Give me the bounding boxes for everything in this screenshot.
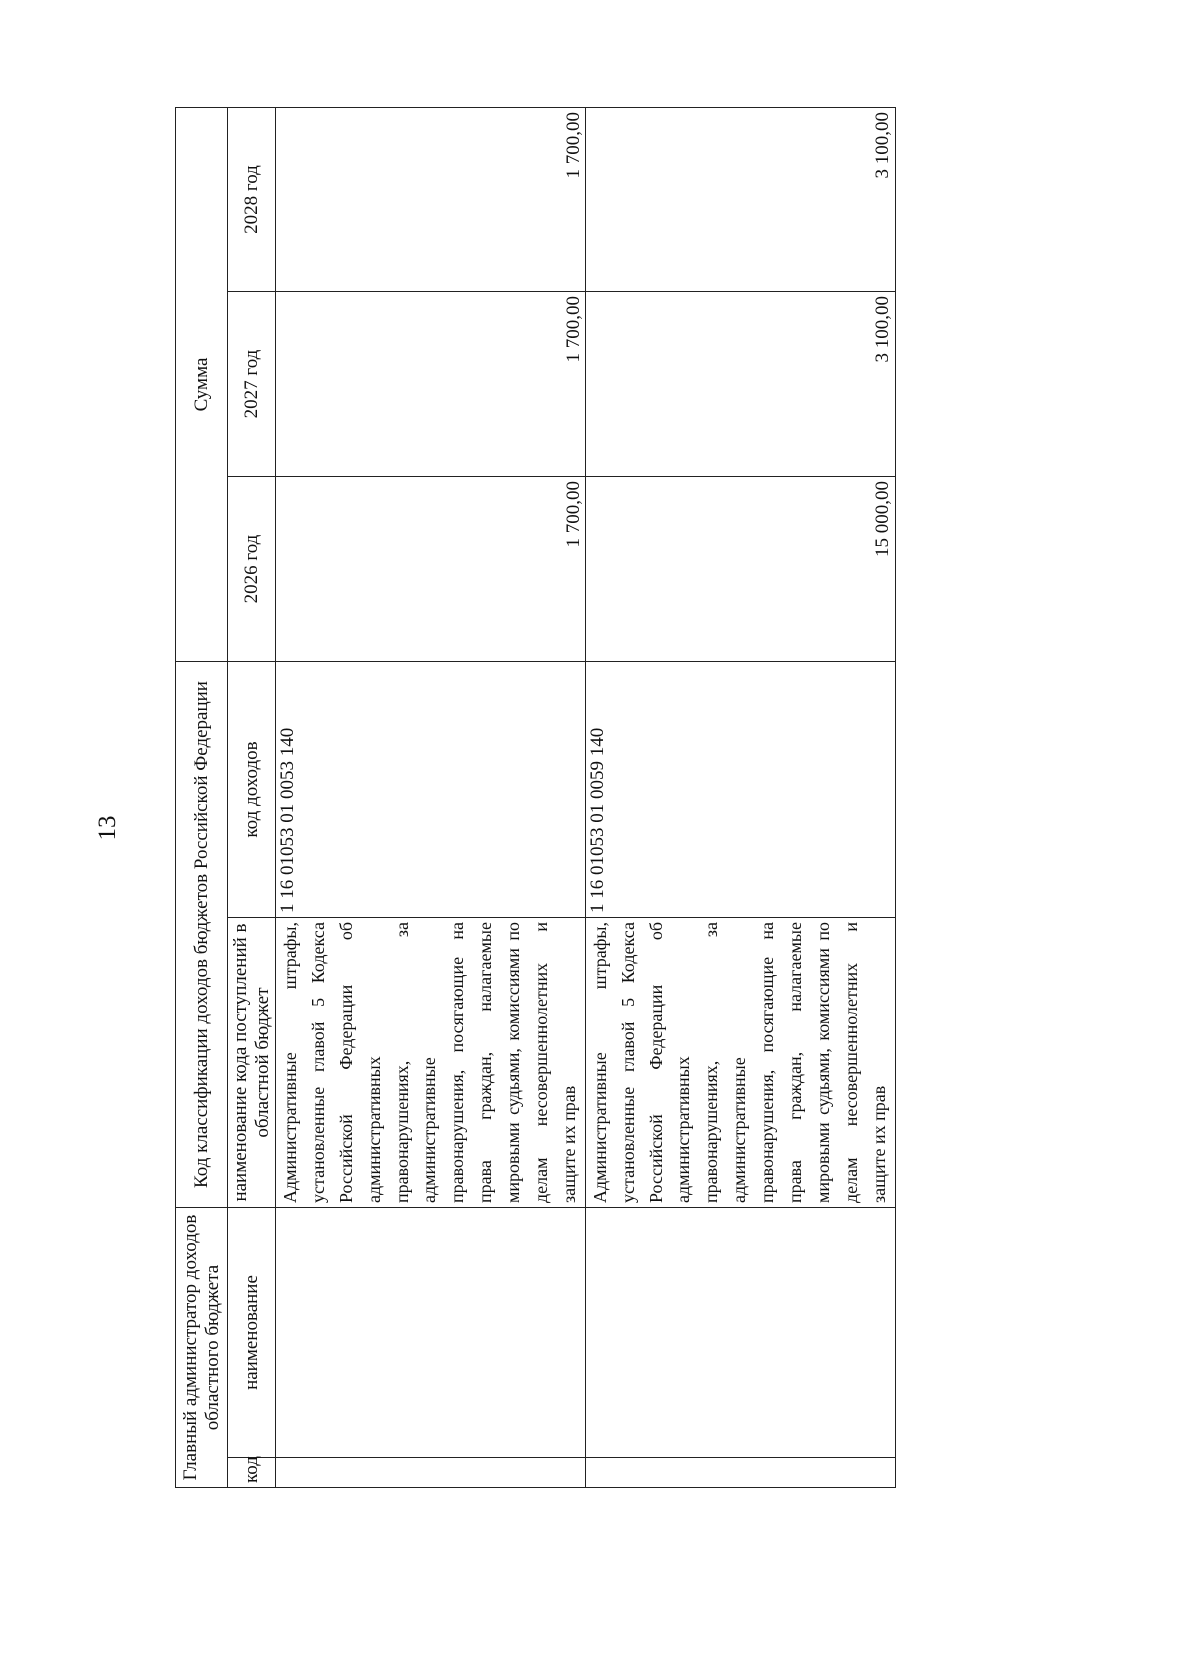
year-2026-header: 2026 год	[228, 477, 276, 662]
classification-code-header: код доходов	[228, 662, 276, 918]
revenue-table	[175, 107, 896, 1488]
sum-group-header: Сумма	[176, 108, 228, 662]
row-revenue-code: 1 16 01053 01 0059 140	[585, 662, 895, 918]
table-row	[585, 108, 895, 1488]
table-container	[175, 108, 1200, 1483]
row-revenue-code: 1 16 01053 01 0053 140	[276, 662, 586, 918]
row-sum-2027: 3 100,00	[585, 292, 895, 477]
row-admin-code	[276, 1458, 586, 1488]
row-admin-name	[276, 1208, 586, 1458]
row-sum-2026: 15 000,00	[585, 477, 895, 662]
row-sum-2028: 3 100,00	[585, 108, 895, 292]
table-row	[276, 108, 586, 1488]
row-sum-2027: 1 700,00	[276, 292, 586, 477]
classification-name-header: наименование кода поступлений в областной бюджет	[228, 918, 276, 1208]
year-2028-header: 2028 год	[228, 108, 276, 292]
row-description: Административные штрафы, установленные главой 5 Кодекса Российской Федерации об административных правонарушениях, за административные правонарушения, посягающие на права граждан, налагаемые мировыми судьями, комиссиями по делам несовершеннолетних и защите их прав	[276, 918, 586, 1208]
row-sum-2026: 1 700,00	[276, 477, 586, 662]
rotated-table	[175, 108, 894, 1488]
classification-group-header: Код классификации доходов бюджетов Российской Федерации	[176, 662, 228, 1208]
row-sum-2028: 1 700,00	[276, 108, 586, 292]
row-description: Административные штрафы, установленные главой 5 Кодекса Российской Федерации об административных правонарушениях, за административные правонарушения, посягающие на права граждан, налагаемые мировыми судьями, комиссиями по делам несовершеннолетних и защите их прав	[585, 918, 895, 1208]
row-admin-name	[585, 1208, 895, 1458]
row-admin-code	[585, 1458, 895, 1488]
admin-group-header: Главный администратор доходов областного бюджета	[176, 1208, 228, 1488]
admin-code-header: код	[228, 1458, 276, 1488]
year-2027-header: 2027 год	[228, 292, 276, 477]
page-number: 13	[94, 815, 121, 841]
admin-name-header: наименование	[228, 1208, 276, 1458]
